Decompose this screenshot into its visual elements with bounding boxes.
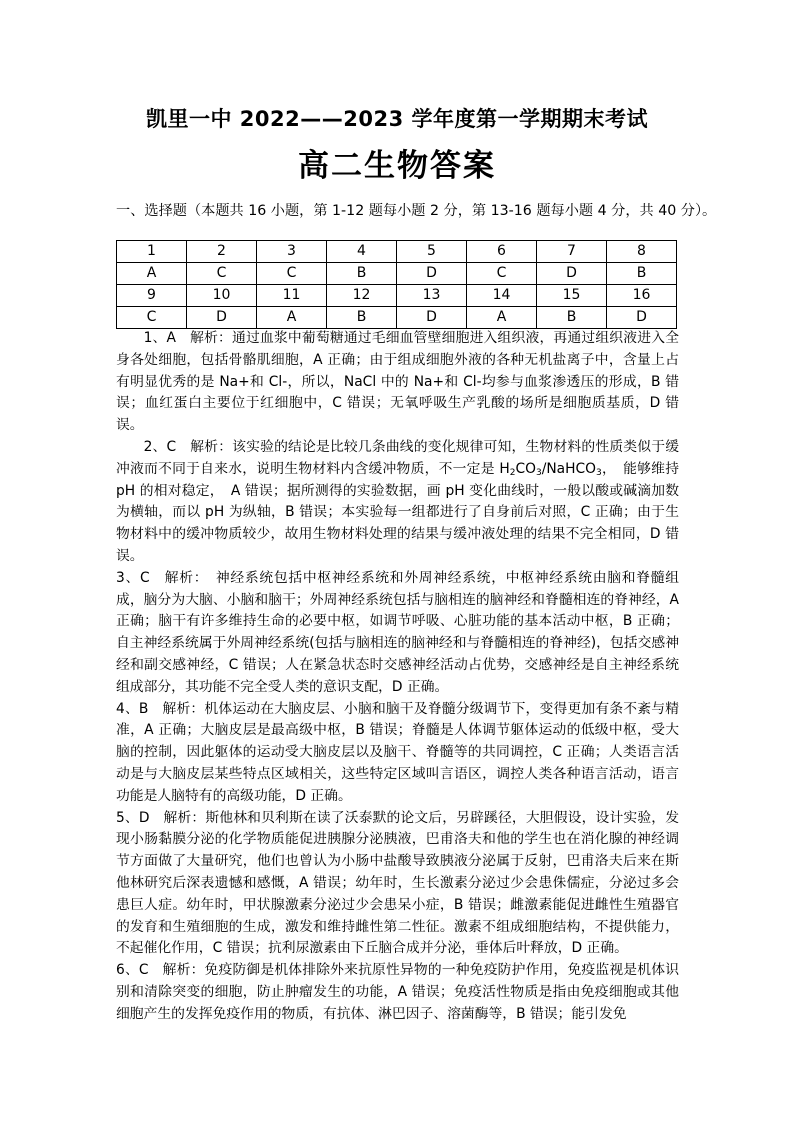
question-number-cell: 14 xyxy=(467,285,537,307)
answer-cell: A xyxy=(467,307,537,329)
answer-cell: D xyxy=(607,307,677,329)
answer-cell: C xyxy=(257,263,327,285)
question-number-cell: 8 xyxy=(607,241,677,263)
question-number-cell: 1 xyxy=(117,241,187,263)
question-number-cell: 12 xyxy=(327,285,397,307)
explanation-q2-text: ， 能够维持 pH 的相对稳定， A 错误；据所测得的实验数据，画 pH 变化曲线时，一般以酸或碱滴加数为横轴，而以 pH 为纵轴，B 错误；本实验每一组都进行了自身前后对照，C 正确；由于生物材料中的缓冲物质较少，故用生物材料处理的结果与缓冲液处理的结果不完全相同，D 错误。 xyxy=(116,460,679,564)
formula-text: CO xyxy=(515,460,536,477)
answer-table xyxy=(116,240,677,329)
subscript: 2 xyxy=(509,467,516,478)
table-row xyxy=(117,263,677,285)
explanation-q4: 4、B 解析：机体运动在大脑皮层、小脑和脑干及脊髓分级调节下，变得更加有条不紊与精准，A 正确；大脑皮层是最高级中枢，B 错误；脊髓是人体调节躯体运动的低级中枢，受大脑的控制，因此躯体的运动受大脑皮层以及脑干、脊髓等的共同调控，C 正确；人类语言活动是与大脑皮层某些特点区域相关，这些特定区域叫言语区，调控人类各种语言活动，语言功能是人脑特有的高级功能，D 正确。 xyxy=(116,700,679,804)
question-number-cell: 13 xyxy=(397,285,467,307)
question-number-cell: 6 xyxy=(467,241,537,263)
formula-text: /NaHCO xyxy=(541,460,596,477)
question-number-cell: 7 xyxy=(537,241,607,263)
section-header: 一、选择题（本题共 16 小题，第 1-12 题每小题 2 分，第 13-16 题每小题 4 分，共 40 分）。 xyxy=(116,203,717,219)
answer-cell: A xyxy=(117,263,187,285)
question-number-cell: 9 xyxy=(117,285,187,307)
exam-title: 凯里一中 2022——2023 学年度第一学期期末考试 xyxy=(145,107,648,131)
answer-cell: B xyxy=(327,263,397,285)
explanation-q2 xyxy=(116,437,679,568)
explanation-q3: 3、C 解析： 神经系统包括中枢神经系统和外周神经系统，中枢神经系统由脑和脊髓组成，脑分为大脑、小脑和脑干；外周神经系统包括与脑相连的脑神经和脊髓相连的脊神经，A 正确；脑干有许多维持生命的必要中枢，如调节呼吸、心脏功能的基本活动中枢，B 正确；自主神经系统属于外周神经系统(包括与脑相连的脑神经和与脊髓相连的脊神经)，包括交感神经和副交感神经，C 错误；人在紧急状态时交感神经活动占优势，交感神经是自主神经系统组成部分，其功能不完全受人类的意识支配，D 正确。 xyxy=(116,569,679,695)
question-number-cell: 16 xyxy=(607,285,677,307)
explanation-q6: 6、C 解析：免疫防御是机体排除外来抗原性异物的一种免疫防护作用，免疫监视是机体识别和清除突变的细胞，防止肿瘤发生的功能，A 错误；免疫活性物质是指由免疫细胞或其他细胞产生的发挥免疫作用的物质，有抗体、淋巴因子、溶菌酶等，B 错误；能引发免 xyxy=(116,962,679,1022)
answer-cell: B xyxy=(327,307,397,329)
answer-cell: C xyxy=(117,307,187,329)
page-title: 高二生物答案 xyxy=(298,148,496,184)
explanation-q5: 5、D 解析：斯他林和贝利斯在读了沃泰默的论文后，另辟蹊径，大胆假设，设计实验，发现小肠黏膜分泌的化学物质能促进胰腺分泌胰液，巴甫洛夫和他的学生也在消化腺的神经调节方面做了大量研究，他们也曾认为小肠中盐酸导致胰液分泌属于反射，巴甫洛夫后来在斯他林研究后深表遗憾和感慨，A 错误；幼年时，生长激素分泌过少会患侏儒症，分泌过多会患巨人症。幼年时，甲状腺激素分泌过少会患呆小症，B 错误；雌激素能促进雌性生殖器官的发育和生殖细胞的生成，激发和维持雌性第二性征。激素不组成细胞结构，不提供能力，不起催化作用，C 错误；抗利尿激素由下丘脑合成并分泌，垂体后叶释放，D 正确。 xyxy=(116,809,679,957)
explanation-q1: 1、A 解析：通过血浆中葡萄糖通过毛细血管壁细胞进入组织液，再通过组织液进入全身各处细胞，包括骨骼肌细胞，A 正确；由于组成细胞外液的各种无机盐离子中，含量上占有明显优秀的是 Na+和 Cl-，所以，NaCl 中的 Na+和 Cl-均参与血浆渗透压的形成，B 错误；血红蛋白主要位于红细胞中，C 错误；无氧呼吸生产乳酸的场所是细胞质基质，D 错误。 xyxy=(116,330,679,434)
answer-cell: B xyxy=(537,307,607,329)
answer-cell: C xyxy=(467,263,537,285)
explanations xyxy=(116,328,679,1026)
question-number-cell: 5 xyxy=(397,241,467,263)
question-number-cell: 3 xyxy=(257,241,327,263)
table-row xyxy=(117,307,677,329)
question-number-cell: 10 xyxy=(187,285,257,307)
answer-cell: D xyxy=(537,263,607,285)
answer-cell: D xyxy=(187,307,257,329)
answer-cell: A xyxy=(257,307,327,329)
table-row xyxy=(117,241,677,263)
answer-cell: D xyxy=(397,263,467,285)
question-number-cell: 4 xyxy=(327,241,397,263)
table-row xyxy=(117,285,677,307)
subscript: 3 xyxy=(596,467,602,478)
answer-cell: B xyxy=(607,263,677,285)
question-number-cell: 2 xyxy=(187,241,257,263)
question-number-cell: 15 xyxy=(537,285,607,307)
answer-cell: D xyxy=(397,307,467,329)
question-number-cell: 11 xyxy=(257,285,327,307)
answer-cell: C xyxy=(187,263,257,285)
explanation-q2-text: 2、C 解析：该实验的结论是比较几条曲线的变化规律可知，生物材料的性质类似于缓冲液而不同于自来水，说明生物材料内含缓冲物质，不一定是 H xyxy=(116,438,679,477)
subscript: 3 xyxy=(535,467,542,478)
